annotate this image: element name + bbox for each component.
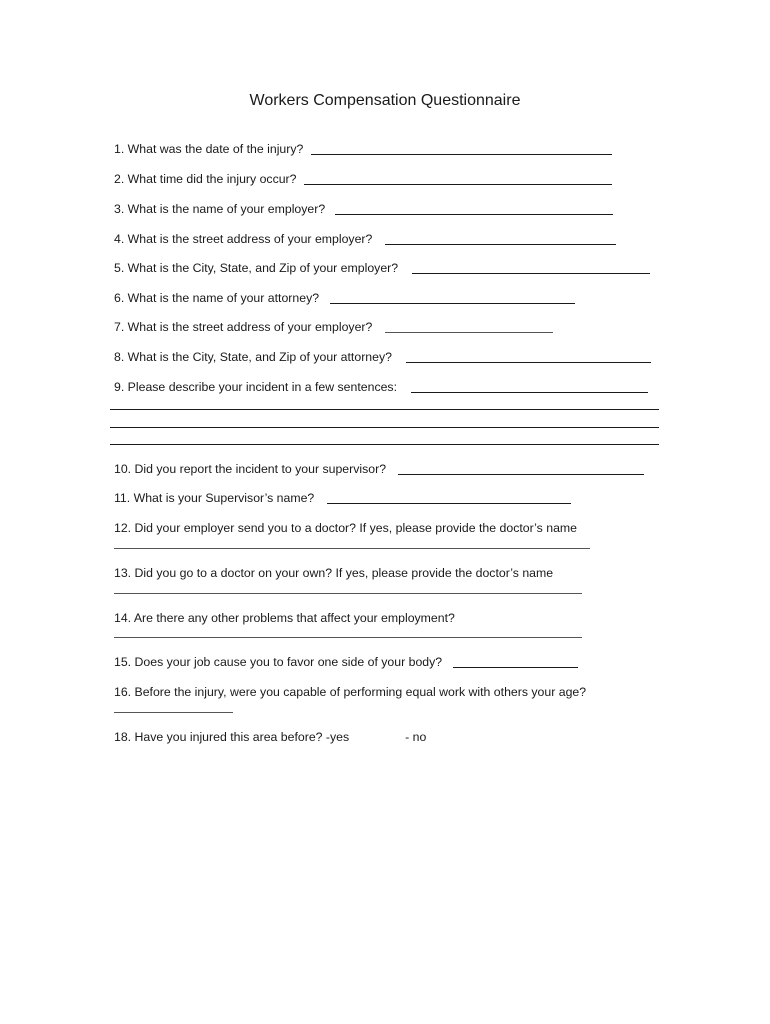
question-3: 3. What is the name of your employer?	[114, 202, 326, 216]
question-18	[114, 730, 426, 744]
answer-line-8[interactable]	[406, 362, 651, 363]
question-9: 9. Please describe your incident in a few sentences:	[114, 380, 397, 394]
question-18-text: 18. Have you injured this area before? -yes	[114, 730, 350, 744]
question-8: 8. What is the City, State, and Zip of your attorney?	[114, 350, 392, 364]
answer-line-14[interactable]	[114, 637, 582, 638]
description-line-1[interactable]	[110, 409, 659, 410]
question-14: 14. Are there any other problems that affect your employment?	[114, 611, 455, 625]
question-1: 1. What was the date of the injury?	[114, 142, 304, 156]
answer-line-11[interactable]	[327, 503, 571, 504]
answer-line-12[interactable]	[114, 548, 590, 549]
question-15: 15. Does your job cause you to favor one side of your body?	[114, 655, 443, 669]
answer-line-13[interactable]	[114, 593, 582, 594]
question-11: 11. What is your Supervisor’s name?	[114, 491, 315, 505]
page-title: Workers Compensation Questionnaire	[249, 92, 521, 109]
question-10: 10. Did you report the incident to your supervisor?	[114, 462, 387, 476]
answer-line-1[interactable]	[311, 154, 612, 155]
question-4: 4. What is the street address of your employer?	[114, 232, 373, 246]
answer-line-15[interactable]	[453, 667, 578, 668]
description-line-3[interactable]	[110, 444, 659, 445]
answer-line-7[interactable]	[385, 332, 553, 333]
answer-line-10[interactable]	[398, 474, 644, 475]
answer-line-2[interactable]	[304, 184, 612, 185]
answer-line-3[interactable]	[335, 214, 613, 215]
answer-line-5[interactable]	[412, 273, 650, 274]
question-2: 2. What time did the injury occur?	[114, 172, 297, 186]
option-no[interactable]: - no	[405, 730, 427, 744]
description-line-2[interactable]	[110, 427, 659, 428]
question-12: 12. Did your employer send you to a doctor? If yes, please provide the doctor’s name	[114, 521, 577, 535]
answer-line-9[interactable]	[411, 392, 648, 393]
answer-line-6[interactable]	[330, 303, 575, 304]
answer-line-4[interactable]	[385, 244, 616, 245]
question-16: 16. Before the injury, were you capable of performing equal work with others your age?	[114, 685, 587, 699]
question-5: 5. What is the City, State, and Zip of your employer?	[114, 261, 399, 275]
question-7: 7. What is the street address of your employer?	[114, 320, 373, 334]
question-13: 13. Did you go to a doctor on your own? If yes, please provide the doctor’s name	[114, 566, 554, 580]
question-6: 6. What is the name of your attorney?	[114, 291, 320, 305]
answer-line-16[interactable]	[114, 712, 233, 713]
